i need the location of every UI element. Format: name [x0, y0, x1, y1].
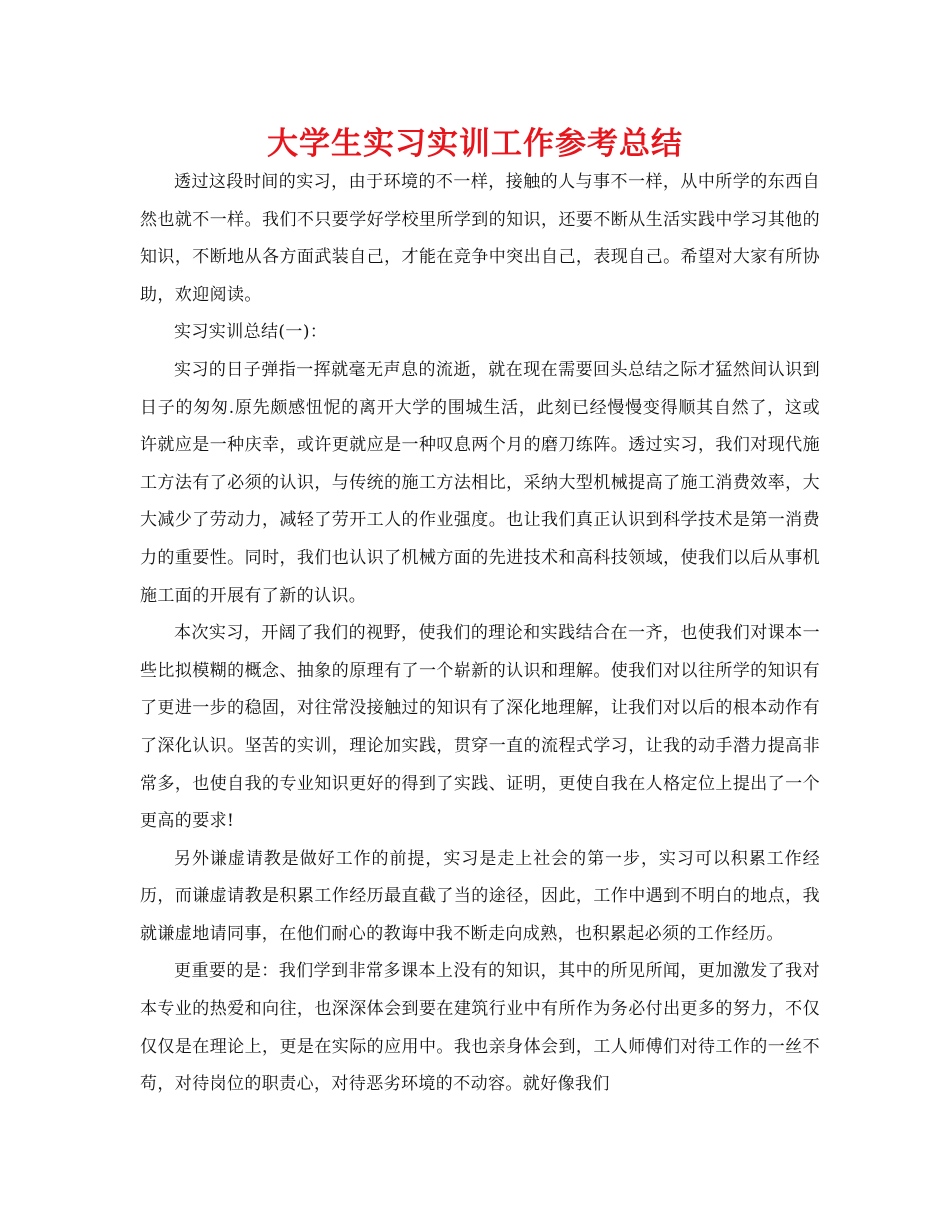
- paragraph-3: 另外谦虚请教是做好工作的前提，实习是走上社会的第一步，实习可以积累工作经历，而谦虚请教是积累工作经历最直截了当的途径，因此，工作中遇到不明白的地点，我就谦虚地请同事，在他们耐心的教诲中我不断走向成熟，也积累起必须的工作经历。: [140, 848, 820, 944]
- paragraph-1: 实习的日子弹指一挥就毫无声息的流逝，就在现在需要回头总结之际才猛然间认识到日子的匆匆.原先颇感忸怩的离开大学的围城生活，此刻已经慢慢变得顺其自然了，这或许就应是一种庆幸，或许更就应是一种叹息两个月的磨刀练阵。透过实习，我们对现代施工方法有了必须的认识，与传统的施工方法相比，采纳大型机械提高了施工消费效率，大大减少了劳动力，减轻了劳开工人的作业强度。也让我们真正认识到科学技术是第一消费力的重要性。同时，我们也认识了机械方面的先进技术和高科技领域，使我们以后从事机施工面的开展有了新的认识。: [140, 359, 820, 606]
- paragraph-intro: 透过这段时间的实习，由于环境的不一样，接触的人与事不一样，从中所学的东西自然也就不一样。我们不只要学好学校里所学到的知识，还要不断从生活实践中学习其他的知识，不断地从各方面武装自己，才能在竞争中突出自己，表现自己。希望对大家有所协助，欢迎阅读。: [140, 172, 820, 305]
- paragraph-2: 本次实习，开阔了我们的视野，使我们的理论和实践结合在一齐，也使我们对课本一些比拟模糊的概念、抽象的原理有了一个崭新的认识和理解。使我们对以往所学的知识有了更进一步的稳固，对往常没接触过的知识有了深化地理解，让我们对以后的根本动作有了深化认识。坚苦的实训，理论加实践，贯穿一直的流程式学习，让我的动手潜力提高非常多，也使自我的专业知识更好的得到了实践、证明，更使自我在人格定位上提出了一个更高的要求!: [140, 623, 820, 832]
- document-title: 大学生实习实训工作参考总结: [267, 126, 683, 162]
- paragraph-4: 更重要的是：我们学到非常多课本上没有的知识，其中的所见所闻，更加激发了我对本专业的热爱和向往，也深深体会到要在建筑行业中有所作为务必付出更多的努力，不仅仅仅是在理论上，更是在实际的应用中。我也亲身体会到，工人师傅们对待工作的一丝不苟，对待岗位的职责心，对待恶劣环境的不动容。就好像我们: [140, 961, 820, 1095]
- document-body: [140, 164, 820, 1104]
- section-heading: 实习实训总结(一)：: [174, 322, 328, 343]
